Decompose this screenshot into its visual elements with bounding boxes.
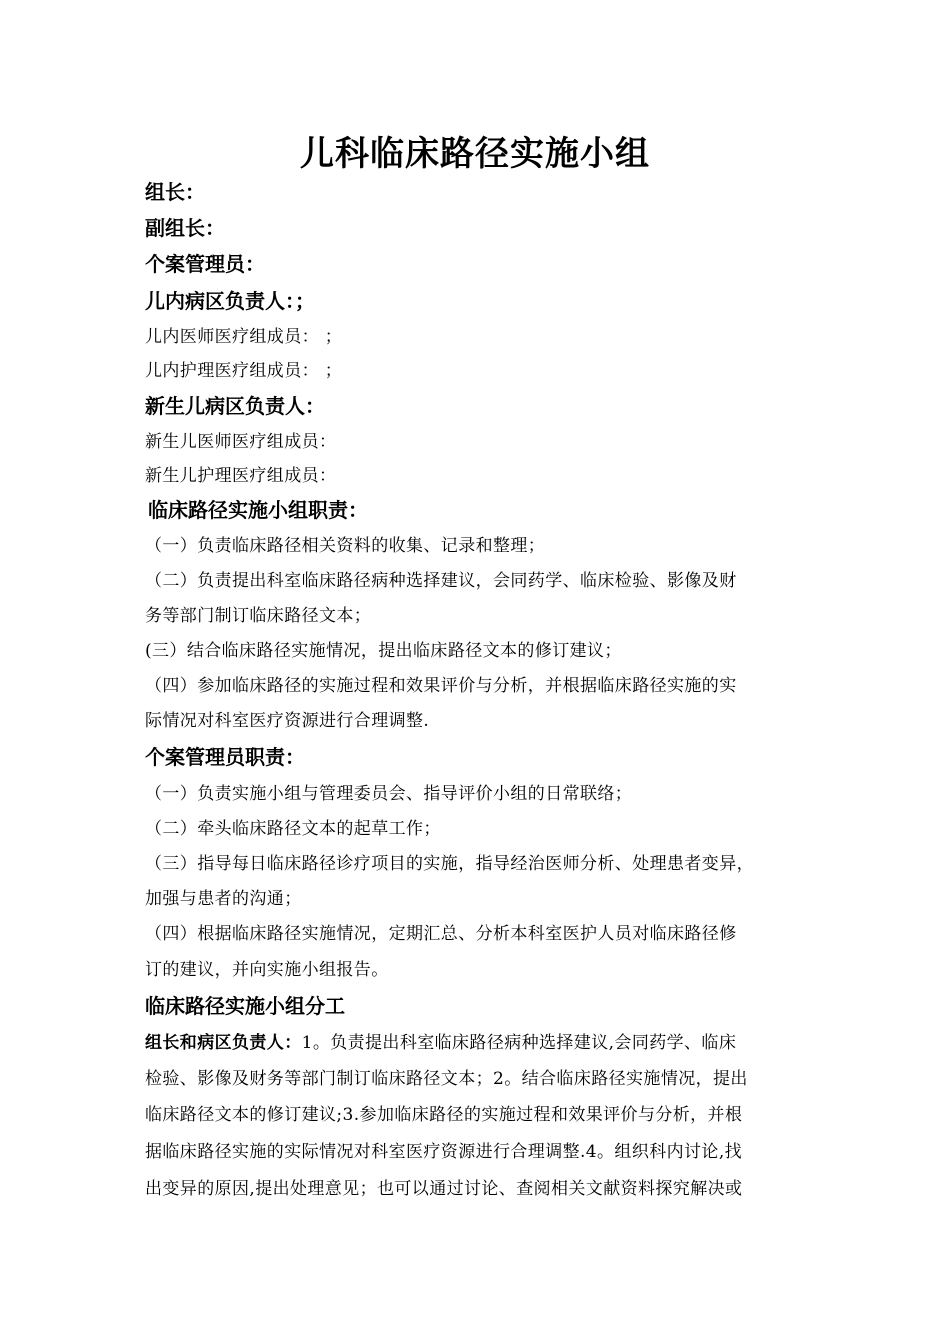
pediatric-nursing-members: 儿内护理医疗组成员： ； — [145, 361, 343, 381]
manager-duty-3-line-1: （三）指导每日临床路径诊疗项目的实施，指导经治医师分析、处理患者变异， — [145, 854, 754, 874]
pediatric-ward-head-label: 儿内病区负责人：； — [145, 289, 315, 313]
deputy-leader-label: 副组长： — [145, 216, 225, 240]
manager-duty-2: （二）牵头临床路径文本的起草工作； — [145, 819, 441, 839]
neonatal-ward-head-label: 新生儿病区负责人： — [145, 394, 325, 418]
group-duties-heading: 临床路径实施小组职责： — [148, 498, 368, 522]
group-duty-4-line-2: 际情况对科室医疗资源进行合理调整. — [145, 711, 430, 731]
leader-label: 组长： — [145, 180, 205, 204]
manager-duty-4-line-1: （四）根据临床路径实施情况，定期汇总、分析本科室医护人员对临床路径修 — [145, 924, 737, 944]
group-duty-1: （一）负责临床路径相关资料的收集、记录和整理； — [145, 536, 546, 556]
manager-duty-4-line-2: 订的建议，并向实施小组报告。 — [145, 960, 389, 980]
division-paragraph-line-1 — [145, 1028, 736, 1053]
manager-duty-3-line-2: 加强与患者的沟通； — [145, 889, 302, 909]
case-manager-duties-heading: 个案管理员职责： — [145, 745, 305, 769]
manager-duty-1: （一）负责实施小组与管理委员会、指导评价小组的日常联络； — [145, 784, 633, 804]
division-of-work-heading: 临床路径实施小组分工 — [145, 994, 345, 1018]
division-paragraph-line-4: 据临床路径实施的实际情况对科室医疗资源进行合理调整.4。组织科内讨论,找 — [145, 1142, 743, 1162]
leader-and-ward-head-label: 组长和病区负责人： — [145, 1033, 302, 1053]
neonatal-nursing-members: 新生儿护理医疗组成员： — [145, 466, 337, 486]
division-paragraph-line-3: 临床路径文本的修订建议;3.参加临床路径的实施过程和效果评价与分析，并根 — [145, 1105, 743, 1125]
group-duty-2-line-1: （二）负责提出科室临床路径病种选择建议，会同药学、临床检验、影像及财 — [145, 571, 737, 591]
group-duty-2-line-2: 务等部门制订临床路径文本； — [145, 606, 372, 626]
neonatal-physician-members: 新生儿医师医疗组成员： — [145, 432, 337, 452]
division-paragraph-line-2: 检验、影像及财务等部门制订临床路径文本；2。结合临床路径实施情况，提出 — [145, 1069, 748, 1089]
document-title: 儿科临床路径实施小组 — [300, 134, 650, 174]
pediatric-physician-members: 儿内医师医疗组成员： ； — [145, 327, 343, 347]
division-paragraph-line-1-text: 1。负责提出科室临床路径病种选择建议,会同药学、临床 — [301, 1033, 737, 1053]
group-duty-4-line-1: （四）参加临床路径的实施过程和效果评价与分析，并根据临床路径实施的实 — [145, 676, 737, 696]
group-duty-3: (三）结合临床路径实施情况，提出临床路径文本的修订建议； — [145, 641, 622, 661]
division-paragraph-line-5: 出变异的原因,提出处理意见；也可以通过讨论、查阅相关文献资料探究解决或 — [145, 1179, 743, 1199]
case-manager-label: 个案管理员： — [145, 252, 265, 276]
